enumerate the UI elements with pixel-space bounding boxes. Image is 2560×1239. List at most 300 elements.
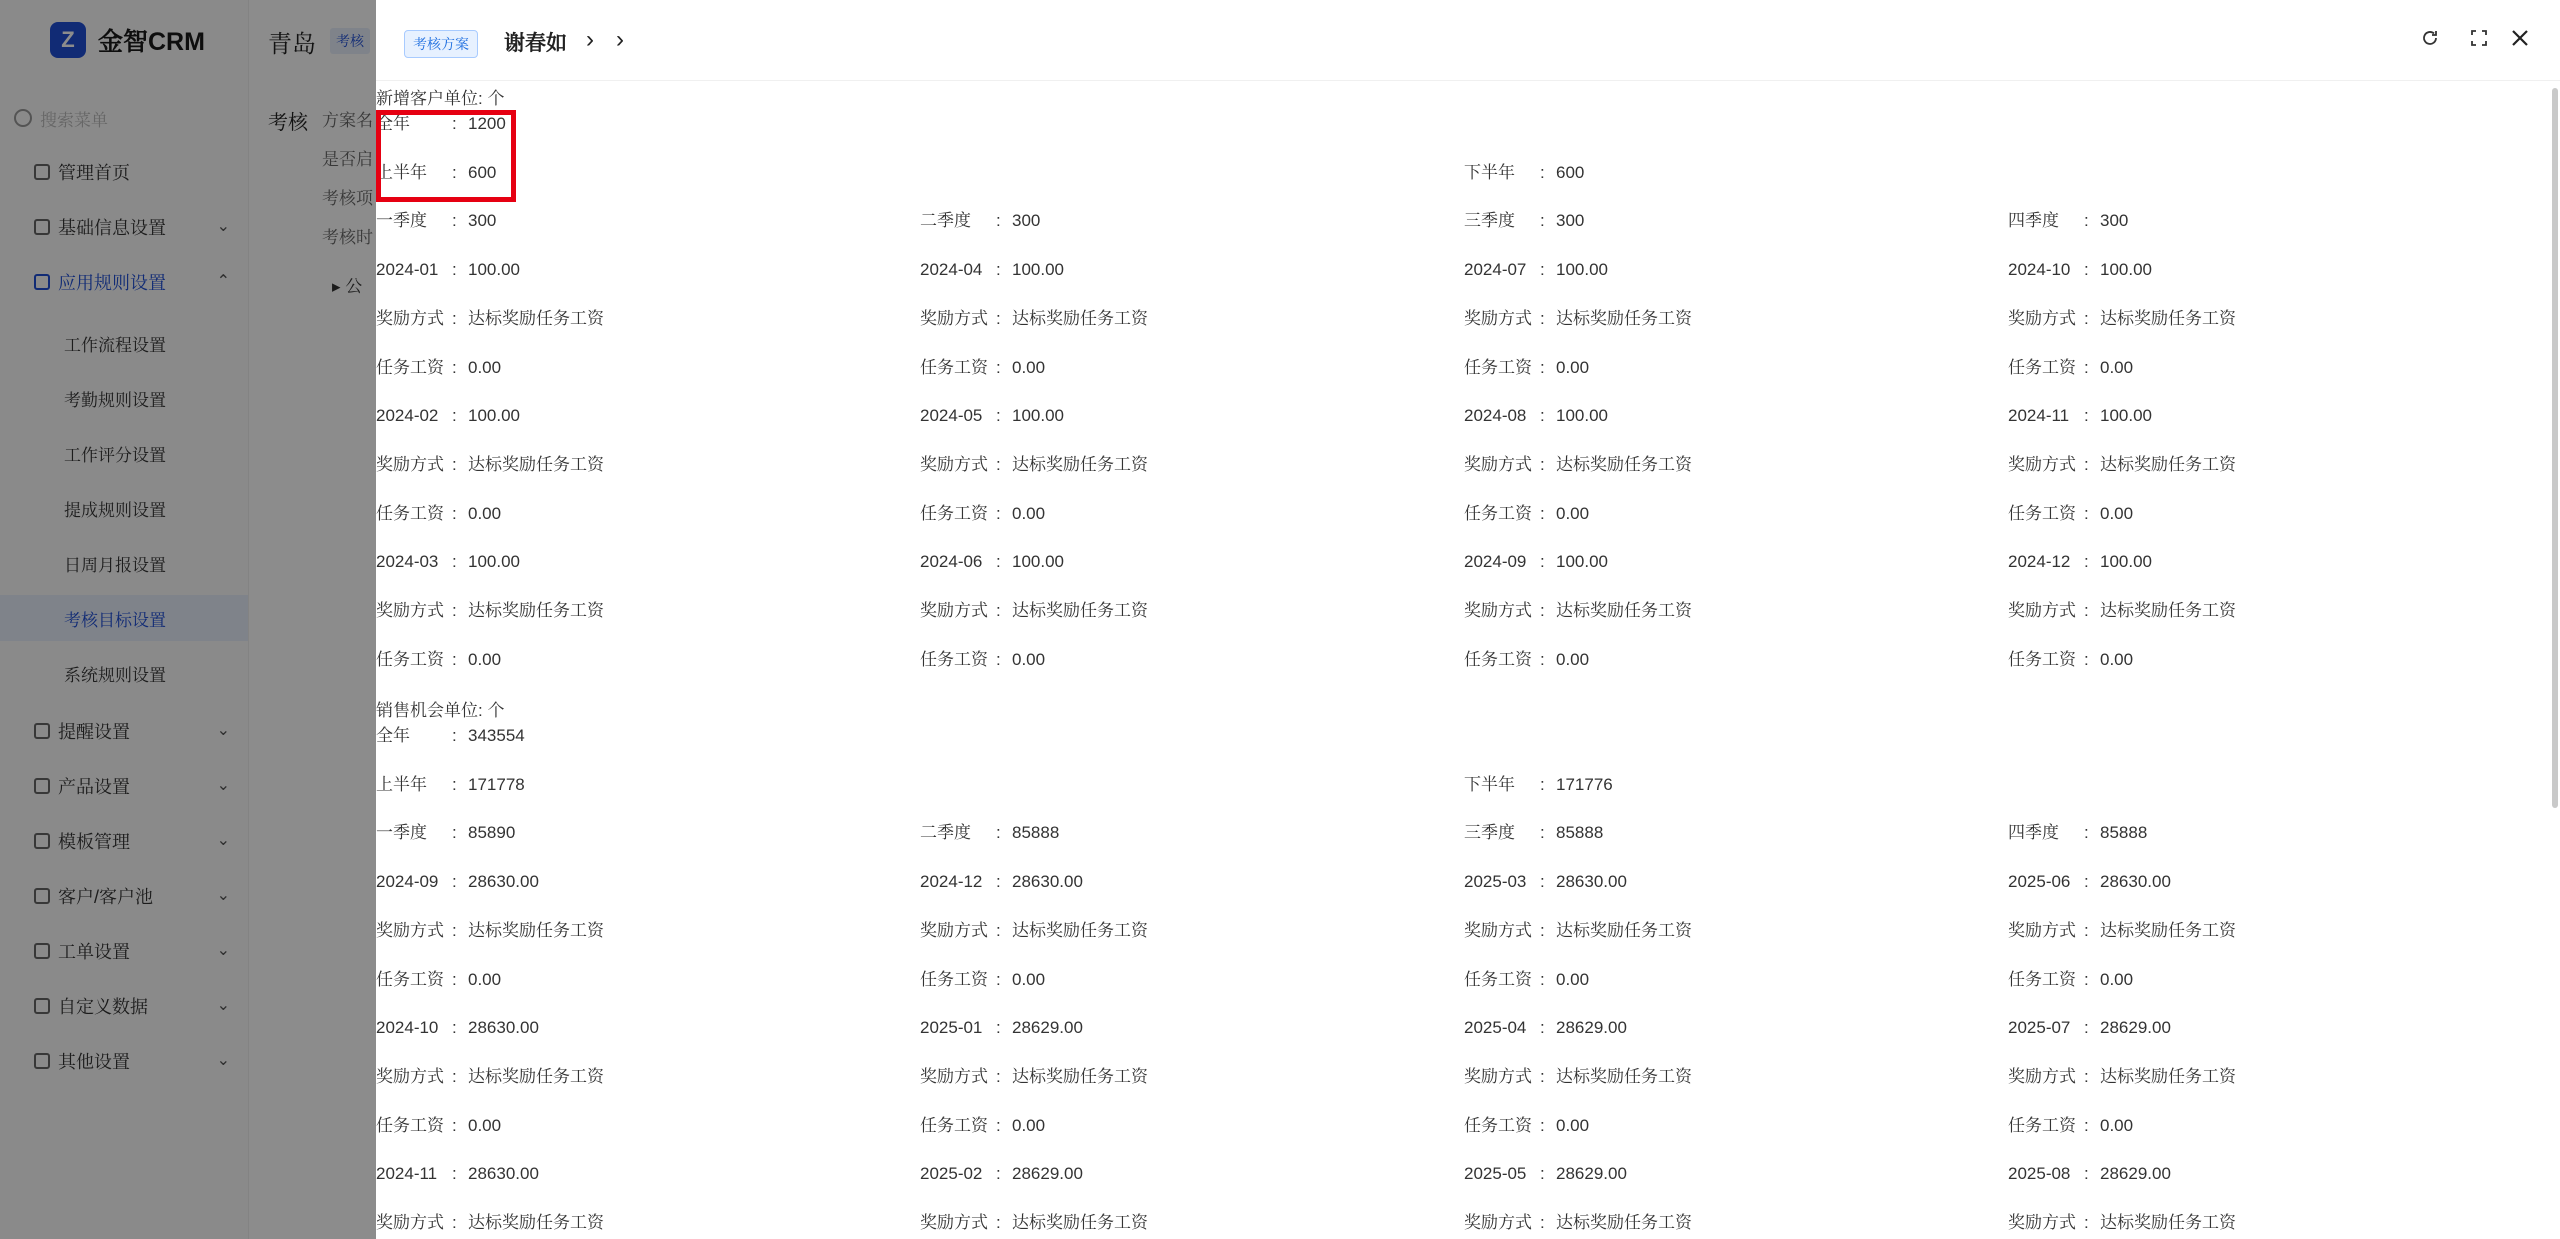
task-wage-1-0-0-label: 任务工资 bbox=[376, 969, 444, 989]
section-heading-1: 销售机会单位: 个 bbox=[376, 701, 505, 720]
reward-method-0-2-1 bbox=[920, 599, 1148, 623]
quarter-1-2-value: 85888 bbox=[1556, 823, 1604, 843]
task-wage-0-2-0 bbox=[376, 648, 502, 672]
month-1-2-3-separator: : bbox=[2084, 1164, 2089, 1184]
reward-method-1-0-3 bbox=[2008, 919, 2236, 943]
reward-method-0-0-2-separator: : bbox=[1540, 308, 1545, 328]
reward-method-1-1-2-separator: : bbox=[1540, 1066, 1545, 1086]
month-0-1-2-label: 2024-08 bbox=[1464, 406, 1527, 426]
task-wage-0-0-3 bbox=[2008, 356, 2134, 380]
month-1-2-1 bbox=[920, 1162, 1083, 1186]
reward-method-1-0-2-separator: : bbox=[1540, 920, 1545, 940]
month-0-1-0 bbox=[376, 404, 520, 428]
bg-label-2: 是否启 bbox=[322, 150, 373, 169]
reward-method-0-2-1-label: 奖励方式 bbox=[920, 601, 988, 620]
reward-method-1-0-2-value: 达标奖励任务工资 bbox=[1556, 920, 1692, 940]
reward-method-0-0-2-value: 达标奖励任务工资 bbox=[1556, 308, 1692, 328]
month-0-1-2 bbox=[1464, 404, 1608, 428]
task-wage-1-0-0-value: 0.00 bbox=[468, 969, 502, 989]
month-1-2-2-separator: : bbox=[1540, 1164, 1545, 1184]
reward-method-0-1-2-separator: : bbox=[1540, 454, 1545, 474]
task-wage-0-1-3-value: 0.00 bbox=[2100, 503, 2134, 523]
month-1-2-1-separator: : bbox=[996, 1164, 1001, 1184]
month-0-0-3-separator: : bbox=[2084, 260, 2089, 280]
month-1-2-0 bbox=[376, 1162, 539, 1186]
month-0-1-3-separator: : bbox=[2084, 406, 2089, 426]
task-wage-0-2-0-separator: : bbox=[452, 649, 457, 669]
reward-method-1-1-1-value: 达标奖励任务工资 bbox=[1012, 1066, 1148, 1086]
reward-method-0-0-1 bbox=[920, 307, 1148, 331]
reward-method-1-0-3-separator: : bbox=[2084, 920, 2089, 940]
submenu-item-3[interactable]: 提成规则设置 bbox=[64, 500, 166, 520]
reward-method-0-0-1-value: 达标奖励任务工资 bbox=[1012, 308, 1148, 328]
reward-method-1-1-3-separator: : bbox=[2084, 1066, 2089, 1086]
month-0-2-3-label: 2024-12 bbox=[2008, 552, 2071, 572]
reward-method-1-0-0-label: 奖励方式 bbox=[376, 920, 444, 940]
task-wage-0-0-2-separator: : bbox=[1540, 357, 1545, 377]
month-0-2-2 bbox=[1464, 550, 1608, 574]
next-arrow-icon-2[interactable]: › bbox=[616, 26, 624, 53]
quarter-1-3-label: 四季度 bbox=[2008, 823, 2059, 843]
month-0-1-3-value: 100.00 bbox=[2100, 406, 2152, 426]
chevron-down-icon: ⌄ bbox=[216, 777, 230, 794]
task-wage-0-2-3-label: 任务工资 bbox=[2008, 649, 2076, 669]
task-wage-1-1-1 bbox=[920, 1114, 1046, 1138]
month-0-0-2-value: 100.00 bbox=[1556, 260, 1608, 280]
chevron-down-icon: ⌄ bbox=[216, 942, 230, 959]
section-heading-0: 新增客户单位: 个 bbox=[376, 89, 505, 108]
reward-method-1-1-0 bbox=[376, 1065, 604, 1089]
first-half-1-separator: : bbox=[452, 774, 457, 794]
quarter-1-2-separator: : bbox=[1540, 823, 1545, 843]
logo-text: 金智CRM bbox=[98, 28, 205, 56]
drawer-header bbox=[376, 0, 2560, 81]
task-wage-0-2-1-value: 0.00 bbox=[1012, 649, 1046, 669]
bg-label-3: 考核项 bbox=[322, 189, 373, 208]
month-0-2-0-separator: : bbox=[452, 552, 457, 572]
month-1-2-2-value: 28629.00 bbox=[1556, 1164, 1627, 1184]
quarter-0-2-separator: : bbox=[1540, 211, 1545, 231]
first-half-0 bbox=[376, 161, 497, 185]
task-wage-0-0-1-label: 任务工资 bbox=[920, 357, 988, 377]
chevron-down-icon: ⌄ bbox=[216, 997, 230, 1014]
plan-tag: 考核方案 bbox=[404, 30, 478, 58]
chevron-down-icon: ⌄ bbox=[216, 1052, 230, 1069]
reward-method-0-0-0-value: 达标奖励任务工资 bbox=[468, 308, 604, 328]
reward-method-1-2-3-value: 达标奖励任务工资 bbox=[2100, 1213, 2236, 1232]
reward-method-0-1-2 bbox=[1464, 453, 1692, 477]
fullscreen-icon[interactable] bbox=[2465, 24, 2493, 52]
month-1-1-1 bbox=[920, 1016, 1083, 1040]
task-wage-1-1-2-value: 0.00 bbox=[1556, 1115, 1590, 1135]
month-1-0-3-label: 2025-06 bbox=[2008, 872, 2071, 892]
reward-method-0-2-3-label: 奖励方式 bbox=[2008, 601, 2076, 620]
task-wage-0-2-2-label: 任务工资 bbox=[1464, 649, 1532, 669]
second-half-1 bbox=[1464, 773, 1613, 797]
month-0-2-0-value: 100.00 bbox=[468, 552, 520, 572]
task-wage-0-0-3-separator: : bbox=[2084, 357, 2089, 377]
month-0-1-0-label: 2024-02 bbox=[376, 406, 439, 426]
first-half-0-separator: : bbox=[452, 162, 457, 182]
reward-method-0-1-3-value: 达标奖励任务工资 bbox=[2100, 454, 2236, 474]
month-1-2-0-label: 2024-11 bbox=[376, 1164, 438, 1184]
reward-method-0-0-0-separator: : bbox=[452, 308, 457, 328]
task-wage-0-0-2-value: 0.00 bbox=[1556, 357, 1590, 377]
task-wage-0-2-3 bbox=[2008, 648, 2134, 672]
reward-method-1-0-0-separator: : bbox=[452, 920, 457, 940]
reward-method-1-2-0-value: 达标奖励任务工资 bbox=[468, 1213, 604, 1232]
task-wage-0-1-0 bbox=[376, 502, 502, 526]
task-wage-1-0-2-label: 任务工资 bbox=[1464, 969, 1532, 989]
month-0-2-1-label: 2024-06 bbox=[920, 552, 983, 572]
quarter-0-3-label: 四季度 bbox=[2008, 211, 2059, 231]
task-wage-0-1-3-separator: : bbox=[2084, 503, 2089, 523]
reward-method-1-0-0 bbox=[376, 919, 604, 943]
task-wage-1-0-1 bbox=[920, 968, 1046, 992]
reward-method-1-2-3 bbox=[2008, 1211, 2236, 1235]
month-0-2-3-separator: : bbox=[2084, 552, 2089, 572]
month-0-2-3-value: 100.00 bbox=[2100, 552, 2152, 572]
reward-method-1-0-1-separator: : bbox=[996, 920, 1001, 940]
reward-method-1-2-2 bbox=[1464, 1211, 1692, 1235]
task-wage-0-1-2-separator: : bbox=[1540, 503, 1545, 523]
month-1-0-0 bbox=[376, 870, 539, 894]
reward-method-0-1-0-value: 达标奖励任务工资 bbox=[468, 454, 604, 474]
task-wage-1-0-3-separator: : bbox=[2084, 969, 2089, 989]
month-1-1-0-label: 2024-10 bbox=[376, 1018, 439, 1038]
task-wage-1-0-0-separator: : bbox=[452, 969, 457, 989]
chevron-down-icon: ⌄ bbox=[216, 832, 230, 849]
task-wage-1-1-3-label: 任务工资 bbox=[2008, 1115, 2076, 1135]
task-wage-1-1-3-value: 0.00 bbox=[2100, 1115, 2134, 1135]
quarter-0-2 bbox=[1464, 209, 1585, 233]
task-wage-1-0-2-value: 0.00 bbox=[1556, 969, 1590, 989]
task-wage-0-2-0-label: 任务工资 bbox=[376, 649, 444, 669]
month-0-2-0-label: 2024-03 bbox=[376, 552, 439, 572]
year-total-1-separator: : bbox=[452, 726, 457, 745]
reward-method-1-2-2-value: 达标奖励任务工资 bbox=[1556, 1213, 1692, 1232]
task-wage-0-0-1 bbox=[920, 356, 1046, 380]
sidebar-item-label: 应用规则设置 bbox=[58, 273, 166, 293]
month-1-1-0-value: 28630.00 bbox=[468, 1018, 539, 1038]
month-0-0-1-label: 2024-04 bbox=[920, 260, 983, 280]
bg-label-4: 考核时 bbox=[322, 228, 373, 247]
task-wage-0-1-0-label: 任务工资 bbox=[376, 503, 444, 523]
reward-method-0-2-3-value: 达标奖励任务工资 bbox=[2100, 601, 2236, 620]
reward-method-1-1-2 bbox=[1464, 1065, 1692, 1089]
task-wage-0-2-1 bbox=[920, 648, 1046, 672]
quarter-1-3-separator: : bbox=[2084, 823, 2089, 843]
task-wage-0-1-2 bbox=[1464, 502, 1590, 526]
month-0-1-1-separator: : bbox=[996, 406, 1001, 426]
reward-method-1-1-3-value: 达标奖励任务工资 bbox=[2100, 1066, 2236, 1086]
task-wage-1-0-1-value: 0.00 bbox=[1012, 969, 1046, 989]
first-half-1 bbox=[376, 773, 525, 797]
month-1-0-0-label: 2024-09 bbox=[376, 872, 439, 892]
scrollbar[interactable] bbox=[2552, 88, 2558, 808]
month-0-2-2-label: 2024-09 bbox=[1464, 552, 1527, 572]
task-wage-1-1-1-value: 0.00 bbox=[1012, 1115, 1046, 1135]
reward-method-0-0-3-value: 达标奖励任务工资 bbox=[2100, 308, 2236, 328]
quarter-0-0-label: 一季度 bbox=[376, 211, 427, 231]
reward-method-1-2-1 bbox=[920, 1211, 1148, 1235]
month-1-1-3-value: 28629.00 bbox=[2100, 1018, 2171, 1038]
task-wage-0-1-2-value: 0.00 bbox=[1556, 503, 1590, 523]
reward-method-0-2-3 bbox=[2008, 599, 2236, 623]
reward-method-0-2-1-separator: : bbox=[996, 601, 1001, 620]
task-wage-0-0-2 bbox=[1464, 356, 1590, 380]
submenu-item-2[interactable]: 工作评分设置 bbox=[64, 445, 166, 465]
quarter-0-0-value: 300 bbox=[468, 211, 497, 231]
month-0-0-0-value: 100.00 bbox=[468, 260, 520, 280]
month-0-1-1-label: 2024-05 bbox=[920, 406, 983, 426]
month-0-2-0 bbox=[376, 550, 520, 574]
quarter-0-0-separator: : bbox=[452, 211, 457, 231]
month-0-2-3 bbox=[2008, 550, 2152, 574]
task-wage-0-2-2 bbox=[1464, 648, 1590, 672]
submenu-item-4[interactable]: 日周月报设置 bbox=[64, 555, 166, 575]
reward-method-0-1-1-label: 奖励方式 bbox=[920, 454, 988, 474]
close-icon[interactable] bbox=[2506, 24, 2534, 52]
month-1-1-3-label: 2025-07 bbox=[2008, 1018, 2071, 1038]
year-total-1-value: 343554 bbox=[468, 726, 525, 745]
reward-method-0-1-3 bbox=[2008, 453, 2236, 477]
month-1-2-0-value: 28630.00 bbox=[468, 1164, 539, 1184]
month-1-2-1-value: 28629.00 bbox=[1012, 1164, 1083, 1184]
month-1-0-1-separator: : bbox=[996, 872, 1001, 892]
reward-method-1-1-3-label: 奖励方式 bbox=[2008, 1066, 2076, 1086]
reward-method-0-2-2-separator: : bbox=[1540, 601, 1545, 620]
year-total-0 bbox=[376, 112, 506, 136]
reward-method-0-0-3-separator: : bbox=[2084, 308, 2089, 328]
task-wage-1-1-0-separator: : bbox=[452, 1115, 457, 1135]
month-1-1-2 bbox=[1464, 1016, 1627, 1040]
reward-method-0-1-1 bbox=[920, 453, 1148, 477]
task-wage-1-0-2-separator: : bbox=[1540, 969, 1545, 989]
reward-method-0-1-2-label: 奖励方式 bbox=[1464, 454, 1532, 474]
quarter-1-2 bbox=[1464, 821, 1604, 845]
page-tag: 考核 bbox=[330, 28, 370, 54]
sidebar-item-label: 其他设置 bbox=[58, 1052, 130, 1072]
reward-method-1-1-2-label: 奖励方式 bbox=[1464, 1066, 1532, 1086]
month-1-2-2-label: 2025-05 bbox=[1464, 1164, 1527, 1184]
second-half-0-value: 600 bbox=[1556, 162, 1585, 182]
year-total-1-label: 全年 bbox=[376, 726, 410, 745]
submenu-item-1[interactable]: 考勤规则设置 bbox=[64, 390, 166, 410]
month-1-0-1 bbox=[920, 870, 1083, 894]
submenu-item-0[interactable]: 工作流程设置 bbox=[64, 335, 166, 355]
quarter-0-1-separator: : bbox=[996, 211, 1001, 231]
sidebar-item-label: 提醒设置 bbox=[58, 722, 130, 742]
sidebar-item-label: 客户/客户池 bbox=[58, 887, 154, 907]
reward-method-1-2-1-value: 达标奖励任务工资 bbox=[1012, 1213, 1148, 1232]
task-wage-1-0-3-label: 任务工资 bbox=[2008, 969, 2076, 989]
month-1-0-2-label: 2025-03 bbox=[1464, 872, 1527, 892]
reward-method-1-2-1-separator: : bbox=[996, 1213, 1001, 1232]
month-1-0-3-separator: : bbox=[2084, 872, 2089, 892]
task-wage-0-2-3-value: 0.00 bbox=[2100, 649, 2134, 669]
task-wage-1-0-3-value: 0.00 bbox=[2100, 969, 2134, 989]
reward-method-1-2-0-separator: : bbox=[452, 1213, 457, 1232]
month-0-0-3-value: 100.00 bbox=[2100, 260, 2152, 280]
task-wage-1-0-0 bbox=[376, 968, 502, 992]
month-0-2-1 bbox=[920, 550, 1064, 574]
reward-method-1-2-3-label: 奖励方式 bbox=[2008, 1213, 2076, 1232]
month-0-0-0-label: 2024-01 bbox=[376, 260, 439, 280]
year-total-0-value: 1200 bbox=[468, 114, 506, 133]
month-1-1-2-value: 28629.00 bbox=[1556, 1018, 1627, 1038]
month-1-1-0 bbox=[376, 1016, 539, 1040]
quarter-0-1-value: 300 bbox=[1012, 211, 1041, 231]
month-1-0-2-separator: : bbox=[1540, 872, 1545, 892]
reward-method-0-2-0-separator: : bbox=[452, 601, 457, 620]
quarter-0-3-separator: : bbox=[2084, 211, 2089, 231]
detail-drawer bbox=[376, 0, 2560, 1239]
reward-method-0-0-2-label: 奖励方式 bbox=[1464, 308, 1532, 328]
task-wage-0-1-2-label: 任务工资 bbox=[1464, 503, 1532, 523]
task-wage-1-0-3 bbox=[2008, 968, 2134, 992]
reward-method-0-0-0 bbox=[376, 307, 604, 331]
reward-method-1-0-2 bbox=[1464, 919, 1692, 943]
sidebar-item-label: 管理首页 bbox=[58, 163, 130, 183]
task-wage-0-0-0-value: 0.00 bbox=[468, 357, 502, 377]
quarter-1-1-label: 二季度 bbox=[920, 823, 971, 843]
quarter-1-0 bbox=[376, 821, 516, 845]
task-wage-0-1-1-label: 任务工资 bbox=[920, 503, 988, 523]
month-1-1-1-separator: : bbox=[996, 1018, 1001, 1038]
month-0-0-0-separator: : bbox=[452, 260, 457, 280]
task-wage-1-0-1-separator: : bbox=[996, 969, 1001, 989]
reward-method-0-1-0-label: 奖励方式 bbox=[376, 454, 444, 474]
drawer-title: 谢春如 bbox=[504, 32, 567, 55]
task-wage-0-1-3 bbox=[2008, 502, 2134, 526]
reward-method-1-1-0-separator: : bbox=[452, 1066, 457, 1086]
quarter-1-0-value: 85890 bbox=[468, 823, 516, 843]
submenu-item-5[interactable]: 考核目标设置 bbox=[64, 610, 166, 630]
task-wage-0-2-2-value: 0.00 bbox=[1556, 649, 1590, 669]
task-wage-1-0-2 bbox=[1464, 968, 1590, 992]
second-half-1-label: 下半年 bbox=[1464, 774, 1515, 794]
month-0-0-1-separator: : bbox=[996, 260, 1001, 280]
task-wage-1-1-0-value: 0.00 bbox=[468, 1115, 502, 1135]
reward-method-1-2-0 bbox=[376, 1211, 604, 1235]
task-wage-0-1-0-value: 0.00 bbox=[468, 503, 502, 523]
bg-label-1: 方案名 bbox=[322, 111, 373, 130]
drawer-body bbox=[376, 80, 2552, 1239]
reward-method-1-0-0-value: 达标奖励任务工资 bbox=[468, 920, 604, 940]
month-1-1-2-separator: : bbox=[1540, 1018, 1545, 1038]
task-wage-0-0-3-value: 0.00 bbox=[2100, 357, 2134, 377]
quarter-0-0 bbox=[376, 209, 497, 233]
year-total-1 bbox=[376, 724, 525, 748]
task-wage-0-2-0-value: 0.00 bbox=[468, 649, 502, 669]
task-wage-1-1-2-label: 任务工资 bbox=[1464, 1115, 1532, 1135]
month-0-1-0-separator: : bbox=[452, 406, 457, 426]
reward-method-0-1-0-separator: : bbox=[452, 454, 457, 474]
reward-method-0-0-0-label: 奖励方式 bbox=[376, 308, 444, 328]
reward-method-1-0-1 bbox=[920, 919, 1148, 943]
month-1-1-3-separator: : bbox=[2084, 1018, 2089, 1038]
month-1-1-1-value: 28629.00 bbox=[1012, 1018, 1083, 1038]
month-1-2-0-separator: : bbox=[452, 1164, 457, 1184]
reward-method-0-2-0-value: 达标奖励任务工资 bbox=[468, 601, 604, 620]
task-wage-0-1-0-separator: : bbox=[452, 503, 457, 523]
reward-method-0-0-3-label: 奖励方式 bbox=[2008, 308, 2076, 328]
reward-method-0-2-0-label: 奖励方式 bbox=[376, 601, 444, 620]
month-0-2-2-value: 100.00 bbox=[1556, 552, 1608, 572]
reward-method-1-2-2-label: 奖励方式 bbox=[1464, 1213, 1532, 1232]
month-0-0-0 bbox=[376, 258, 520, 282]
quarter-1-0-label: 一季度 bbox=[376, 823, 427, 843]
chevron-down-icon: ⌄ bbox=[216, 722, 230, 739]
second-half-0-separator: : bbox=[1540, 162, 1545, 182]
task-wage-0-2-3-separator: : bbox=[2084, 649, 2089, 669]
month-1-0-1-value: 28630.00 bbox=[1012, 872, 1083, 892]
task-wage-1-1-2-separator: : bbox=[1540, 1115, 1545, 1135]
task-wage-0-1-3-label: 任务工资 bbox=[2008, 503, 2076, 523]
next-arrow-icon[interactable]: › bbox=[586, 26, 594, 53]
second-half-1-value: 171776 bbox=[1556, 774, 1613, 794]
logo-icon: Z bbox=[50, 22, 86, 58]
reward-method-1-0-3-label: 奖励方式 bbox=[2008, 920, 2076, 940]
month-1-2-3-label: 2025-08 bbox=[2008, 1164, 2071, 1184]
month-1-0-2-value: 28630.00 bbox=[1556, 872, 1627, 892]
quarter-1-2-label: 三季度 bbox=[1464, 823, 1515, 843]
sidebar-item-label: 基础信息设置 bbox=[58, 218, 166, 238]
month-0-0-2-label: 2024-07 bbox=[1464, 260, 1527, 280]
task-wage-0-0-0 bbox=[376, 356, 502, 380]
task-wage-0-2-1-separator: : bbox=[996, 649, 1001, 669]
quarter-0-1 bbox=[920, 209, 1041, 233]
month-0-1-3-label: 2024-11 bbox=[2008, 406, 2070, 426]
reward-method-1-0-1-value: 达标奖励任务工资 bbox=[1012, 920, 1148, 940]
month-0-1-2-separator: : bbox=[1540, 406, 1545, 426]
quarter-1-3 bbox=[2008, 821, 2148, 845]
refresh-icon[interactable] bbox=[2416, 24, 2444, 52]
month-0-0-1-value: 100.00 bbox=[1012, 260, 1064, 280]
reward-method-0-0-1-label: 奖励方式 bbox=[920, 308, 988, 328]
quarter-1-0-separator: : bbox=[452, 823, 457, 843]
month-1-0-1-label: 2024-12 bbox=[920, 872, 983, 892]
reward-method-1-1-3 bbox=[2008, 1065, 2236, 1089]
bg-tree-item: ▸ 公 bbox=[332, 277, 363, 296]
task-wage-1-1-3-separator: : bbox=[2084, 1115, 2089, 1135]
month-0-0-2 bbox=[1464, 258, 1608, 282]
month-1-2-2 bbox=[1464, 1162, 1627, 1186]
reward-method-1-1-0-label: 奖励方式 bbox=[376, 1066, 444, 1086]
task-wage-0-0-3-label: 任务工资 bbox=[2008, 357, 2076, 377]
task-wage-1-1-0 bbox=[376, 1114, 502, 1138]
submenu-item-6[interactable]: 系统规则设置 bbox=[64, 665, 166, 685]
reward-method-0-0-3 bbox=[2008, 307, 2236, 331]
task-wage-1-0-1-label: 任务工资 bbox=[920, 969, 988, 989]
first-half-1-value: 171778 bbox=[468, 774, 525, 794]
task-wage-1-1-0-label: 任务工资 bbox=[376, 1115, 444, 1135]
reward-method-1-1-0-value: 达标奖励任务工资 bbox=[468, 1066, 604, 1086]
reward-method-1-0-2-label: 奖励方式 bbox=[1464, 920, 1532, 940]
month-1-0-0-separator: : bbox=[452, 872, 457, 892]
reward-method-1-2-3-separator: : bbox=[2084, 1213, 2089, 1232]
sidebar-item-label: 自定义数据 bbox=[58, 997, 148, 1017]
month-0-2-2-separator: : bbox=[1540, 552, 1545, 572]
quarter-1-3-value: 85888 bbox=[2100, 823, 2148, 843]
month-0-0-2-separator: : bbox=[1540, 260, 1545, 280]
reward-method-1-2-2-separator: : bbox=[1540, 1213, 1545, 1232]
second-half-0 bbox=[1464, 161, 1585, 185]
month-0-0-3 bbox=[2008, 258, 2152, 282]
reward-method-0-2-3-separator: : bbox=[2084, 601, 2089, 620]
month-0-2-1-separator: : bbox=[996, 552, 1001, 572]
